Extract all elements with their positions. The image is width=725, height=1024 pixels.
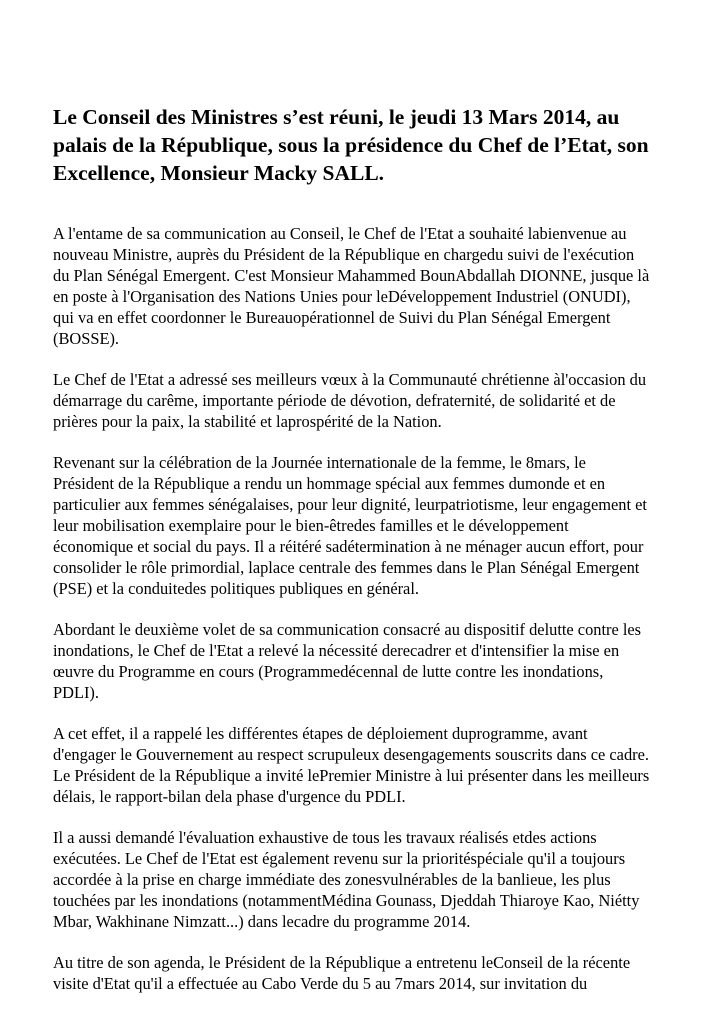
text-line: qui va en effet coordonner le Bureauopérationnel de Suivi du Plan Sénégal Emergent	[53, 308, 611, 327]
text-line: (BOSSE).	[53, 329, 120, 348]
text-line: A cet effet, il a rappelé les différentes étapes de déploiement duprogramme, avant	[53, 724, 588, 743]
text-line: visite d'Etat qu'il a effectuée au Cabo Verde du 5 au 7mars 2014, sur invitation du	[53, 974, 588, 993]
text-line: délais, le rapport-bilan dela phase d'urgence du PDLI.	[53, 787, 406, 806]
paragraph-welcome-minister	[53, 223, 693, 349]
text-line: démarrage du carême, importante période de dévotion, defraternité, de solidarité et de	[53, 391, 616, 410]
text-line: Mbar, Wakhinane Nimzatt...) dans lecadre du programme 2014.	[53, 912, 471, 931]
text-line: œuvre du Programme en cours (Programmedécennal de lutte contre les inondations,	[53, 662, 604, 681]
text-line: exécutées. Le Chef de l'Etat est également revenu sur la prioritéspéciale qu'il a toujours	[53, 849, 626, 868]
text-line: prières pour la paix, la stabilité et laprospérité de la Nation.	[53, 412, 442, 431]
text-line: Au titre de son agenda, le Président de la République a entretenu leConseil de la récente	[53, 953, 631, 972]
text-line: Revenant sur la célébration de la Journée internationale de la femme, le 8mars, le	[53, 453, 586, 472]
title-line: Excellence, Monsieur Macky SALL.	[53, 161, 385, 185]
text-line: Il a aussi demandé l'évaluation exhaustive de tous les travaux réalisés etdes actions	[53, 828, 597, 847]
paragraph-evaluation	[53, 827, 693, 932]
paragraph-flood-program	[53, 619, 693, 703]
text-line: économique et social du pays. Il a réitéré sadétermination à ne ménager aucun effort, pour	[53, 537, 644, 556]
paragraph-program-steps	[53, 723, 693, 807]
text-line: accordée à la prise en charge immédiate des zonesvulnérables de la banlieue, les plus	[53, 870, 611, 889]
text-line: particulier aux femmes sénégalaises, pour leur dignité, leurpatriotisme, leur engagement et	[53, 495, 647, 514]
text-line: nouveau Ministre, auprès du Président de la République en chargedu suivi de l'exécution	[53, 245, 635, 264]
document-title	[53, 103, 683, 187]
paragraph-agenda	[53, 952, 693, 994]
text-line: PDLI).	[53, 683, 99, 702]
text-line: leur mobilisation exemplaire pour le bien-êtredes familles et le développement	[53, 516, 569, 535]
text-line: Le Président de la République a invité lePremier Ministre à lui présenter dans les meilleurs	[53, 766, 650, 785]
text-line: touchées par les inondations (notammentMédina Gounass, Djeddah Thiaroye Kao, Niétty	[53, 891, 640, 910]
text-line: (PSE) et la conduitedes politiques publiques en général.	[53, 579, 419, 598]
text-line: inondations, le Chef de l'Etat a relevé la nécessité derecadrer et d'intensifier la mise en	[53, 641, 620, 660]
text-line: du Plan Sénégal Emergent. C'est Monsieur Mahammed BounAbdallah DIONNE, jusque là	[53, 266, 650, 285]
text-line: Abordant le deuxième volet de sa communication consacré au dispositif delutte contre les	[53, 620, 642, 639]
text-line: d'engager le Gouvernement au respect scrupuleux desengagements souscrits dans ce cadre.	[53, 745, 649, 764]
document-body	[53, 223, 693, 1014]
paragraph-womens-day	[53, 452, 693, 599]
paragraph-lent-wishes	[53, 369, 693, 432]
text-line: consolider le rôle primordial, laplace centrale des femmes dans le Plan Sénégal Emergent	[53, 558, 640, 577]
text-line: Le Chef de l'Etat a adressé ses meilleurs vœux à la Communauté chrétienne àl'occasion du	[53, 370, 647, 389]
text-line: A l'entame de sa communication au Conseil, le Chef de l'Etat a souhaité labienvenue au	[53, 224, 627, 243]
title-line: palais de la République, sous la présidence du Chef de l’Etat, son	[53, 133, 649, 157]
title-line: Le Conseil des Ministres s’est réuni, le jeudi 13 Mars 2014, au	[53, 105, 620, 129]
text-line: en poste à l'Organisation des Nations Unies pour leDéveloppement Industriel (ONUDI),	[53, 287, 631, 306]
text-line: Président de la République a rendu un hommage spécial aux femmes dumonde et en	[53, 474, 606, 493]
